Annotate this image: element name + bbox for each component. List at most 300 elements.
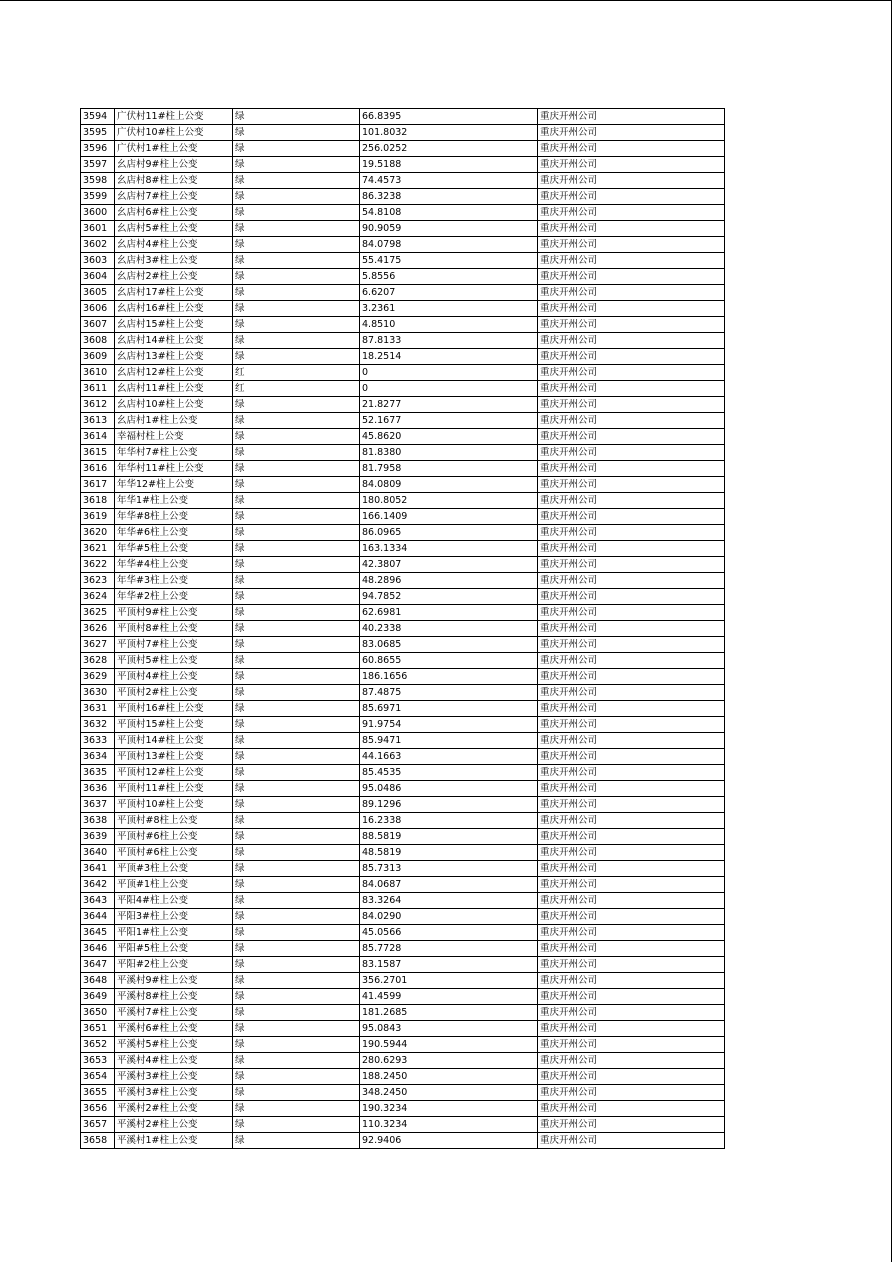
company-cell: 重庆开州公司 [538, 973, 725, 989]
row-id-cell: 3619 [81, 509, 115, 525]
company-cell: 重庆开州公司 [538, 573, 725, 589]
company-cell: 重庆开州公司 [538, 413, 725, 429]
company-cell: 重庆开州公司 [538, 749, 725, 765]
transformer-name-cell: 幺店村5#柱上公变 [115, 221, 233, 237]
value-cell: 88.5819 [360, 829, 538, 845]
status-cell: 红 [233, 381, 360, 397]
status-cell: 绿 [233, 557, 360, 573]
transformer-name-cell: 幺店村11#柱上公变 [115, 381, 233, 397]
transformer-name-cell: 幺店村1#柱上公变 [115, 413, 233, 429]
company-cell: 重庆开州公司 [538, 1101, 725, 1117]
value-cell: 83.0685 [360, 637, 538, 653]
transformer-name-cell: 年华1#柱上公变 [115, 493, 233, 509]
status-cell: 绿 [233, 397, 360, 413]
status-cell: 绿 [233, 1117, 360, 1133]
company-cell: 重庆开州公司 [538, 1085, 725, 1101]
table-row [81, 589, 725, 605]
value-cell: 84.0809 [360, 477, 538, 493]
status-cell: 绿 [233, 109, 360, 125]
table-row [81, 413, 725, 429]
transformer-name-cell: 平顶村10#柱上公变 [115, 797, 233, 813]
company-cell: 重庆开州公司 [538, 365, 725, 381]
table-row [81, 1085, 725, 1101]
company-cell: 重庆开州公司 [538, 205, 725, 221]
status-cell: 绿 [233, 1101, 360, 1117]
company-cell: 重庆开州公司 [538, 525, 725, 541]
status-cell: 绿 [233, 829, 360, 845]
value-cell: 92.9406 [360, 1133, 538, 1149]
status-cell: 绿 [233, 1133, 360, 1149]
status-cell: 绿 [233, 973, 360, 989]
table-body [81, 109, 725, 1149]
status-cell: 绿 [233, 749, 360, 765]
transformer-name-cell: 幺店村10#柱上公变 [115, 397, 233, 413]
value-cell: 85.7313 [360, 861, 538, 877]
transformer-name-cell: 年华#2柱上公变 [115, 589, 233, 605]
status-cell: 绿 [233, 125, 360, 141]
row-id-cell: 3600 [81, 205, 115, 221]
company-cell: 重庆开州公司 [538, 1069, 725, 1085]
table-row [81, 797, 725, 813]
table-row [81, 877, 725, 893]
company-cell: 重庆开州公司 [538, 493, 725, 509]
table-row [81, 1037, 725, 1053]
table-row [81, 317, 725, 333]
value-cell: 45.0566 [360, 925, 538, 941]
status-cell: 绿 [233, 893, 360, 909]
value-cell: 81.7958 [360, 461, 538, 477]
status-cell: 绿 [233, 349, 360, 365]
value-cell: 45.8620 [360, 429, 538, 445]
company-cell: 重庆开州公司 [538, 157, 725, 173]
row-id-cell: 3599 [81, 189, 115, 205]
transformer-name-cell: 平阳1#柱上公变 [115, 925, 233, 941]
transformer-name-cell: 幺店村4#柱上公变 [115, 237, 233, 253]
status-cell: 绿 [233, 1069, 360, 1085]
company-cell: 重庆开州公司 [538, 957, 725, 973]
company-cell: 重庆开州公司 [538, 845, 725, 861]
table-row [81, 1053, 725, 1069]
company-cell: 重庆开州公司 [538, 285, 725, 301]
value-cell: 256.0252 [360, 141, 538, 157]
status-cell: 绿 [233, 573, 360, 589]
status-cell: 绿 [233, 141, 360, 157]
status-cell: 绿 [233, 445, 360, 461]
row-id-cell: 3595 [81, 125, 115, 141]
transformer-name-cell: 平顶村5#柱上公变 [115, 653, 233, 669]
transformer-name-cell: 年华#8柱上公变 [115, 509, 233, 525]
row-id-cell: 3635 [81, 765, 115, 781]
transformer-name-cell: 幺店村7#柱上公变 [115, 189, 233, 205]
table-row [81, 637, 725, 653]
value-cell: 48.5819 [360, 845, 538, 861]
status-cell: 绿 [233, 813, 360, 829]
transformer-name-cell: 广伏村10#柱上公变 [115, 125, 233, 141]
status-cell: 绿 [233, 685, 360, 701]
table-row [81, 1069, 725, 1085]
transformer-name-cell: 平顶村2#柱上公变 [115, 685, 233, 701]
transformer-name-cell: 幺店村3#柱上公变 [115, 253, 233, 269]
value-cell: 348.2450 [360, 1085, 538, 1101]
table-row [81, 269, 725, 285]
value-cell: 85.9471 [360, 733, 538, 749]
table-row [81, 477, 725, 493]
company-cell: 重庆开州公司 [538, 877, 725, 893]
row-id-cell: 3641 [81, 861, 115, 877]
row-id-cell: 3609 [81, 349, 115, 365]
value-cell: 52.1677 [360, 413, 538, 429]
transformer-name-cell: 平顶村7#柱上公变 [115, 637, 233, 653]
table-row [81, 653, 725, 669]
company-cell: 重庆开州公司 [538, 253, 725, 269]
table-row [81, 189, 725, 205]
row-id-cell: 3622 [81, 557, 115, 573]
company-cell: 重庆开州公司 [538, 1053, 725, 1069]
value-cell: 62.6981 [360, 605, 538, 621]
company-cell: 重庆开州公司 [538, 765, 725, 781]
table-row [81, 397, 725, 413]
status-cell: 绿 [233, 317, 360, 333]
status-cell: 绿 [233, 717, 360, 733]
row-id-cell: 3657 [81, 1117, 115, 1133]
status-cell: 绿 [233, 429, 360, 445]
transformer-name-cell: 平顶村8#柱上公变 [115, 621, 233, 637]
value-cell: 83.1587 [360, 957, 538, 973]
company-cell: 重庆开州公司 [538, 989, 725, 1005]
value-cell: 3.2361 [360, 301, 538, 317]
row-id-cell: 3612 [81, 397, 115, 413]
status-cell: 绿 [233, 285, 360, 301]
row-id-cell: 3605 [81, 285, 115, 301]
table-row [81, 429, 725, 445]
company-cell: 重庆开州公司 [538, 477, 725, 493]
status-cell: 绿 [233, 781, 360, 797]
row-id-cell: 3632 [81, 717, 115, 733]
value-cell: 74.4573 [360, 173, 538, 189]
status-cell: 绿 [233, 989, 360, 1005]
status-cell: 绿 [233, 541, 360, 557]
company-cell: 重庆开州公司 [538, 669, 725, 685]
status-cell: 绿 [233, 413, 360, 429]
row-id-cell: 3627 [81, 637, 115, 653]
company-cell: 重庆开州公司 [538, 557, 725, 573]
row-id-cell: 3625 [81, 605, 115, 621]
status-cell: 绿 [233, 189, 360, 205]
table-row [81, 621, 725, 637]
transformer-name-cell: 平顶村12#柱上公变 [115, 765, 233, 781]
status-cell: 绿 [233, 525, 360, 541]
row-id-cell: 3634 [81, 749, 115, 765]
row-id-cell: 3603 [81, 253, 115, 269]
value-cell: 95.0843 [360, 1021, 538, 1037]
status-cell: 绿 [233, 157, 360, 173]
value-cell: 180.8052 [360, 493, 538, 509]
table-row [81, 141, 725, 157]
table-row [81, 125, 725, 141]
value-cell: 19.5188 [360, 157, 538, 173]
table-row [81, 253, 725, 269]
status-cell: 绿 [233, 221, 360, 237]
company-cell: 重庆开州公司 [538, 829, 725, 845]
value-cell: 42.3807 [360, 557, 538, 573]
table-row [81, 989, 725, 1005]
company-cell: 重庆开州公司 [538, 381, 725, 397]
value-cell: 163.1334 [360, 541, 538, 557]
transformer-name-cell: 平顶村#6柱上公变 [115, 845, 233, 861]
row-id-cell: 3613 [81, 413, 115, 429]
row-id-cell: 3608 [81, 333, 115, 349]
company-cell: 重庆开州公司 [538, 237, 725, 253]
transformer-name-cell: 平溪村6#柱上公变 [115, 1021, 233, 1037]
value-cell: 85.7728 [360, 941, 538, 957]
transformer-name-cell: 平阳#2柱上公变 [115, 957, 233, 973]
company-cell: 重庆开州公司 [538, 509, 725, 525]
row-id-cell: 3639 [81, 829, 115, 845]
table-row [81, 1133, 725, 1149]
status-cell: 绿 [233, 253, 360, 269]
row-id-cell: 3617 [81, 477, 115, 493]
table-row [81, 525, 725, 541]
row-id-cell: 3656 [81, 1101, 115, 1117]
table-row [81, 669, 725, 685]
row-id-cell: 3637 [81, 797, 115, 813]
table-row [81, 973, 725, 989]
transformer-name-cell: 年华#4柱上公变 [115, 557, 233, 573]
row-id-cell: 3614 [81, 429, 115, 445]
value-cell: 40.2338 [360, 621, 538, 637]
table-row [81, 109, 725, 125]
transformer-name-cell: 广伏村1#柱上公变 [115, 141, 233, 157]
transformer-name-cell: 平溪村9#柱上公变 [115, 973, 233, 989]
table-row [81, 541, 725, 557]
table-row [81, 861, 725, 877]
transformer-name-cell: 平顶村9#柱上公变 [115, 605, 233, 621]
transformer-name-cell: 幺店村14#柱上公变 [115, 333, 233, 349]
transformer-name-cell: 平溪村2#柱上公变 [115, 1101, 233, 1117]
value-cell: 6.6207 [360, 285, 538, 301]
company-cell: 重庆开州公司 [538, 733, 725, 749]
value-cell: 83.3264 [360, 893, 538, 909]
status-cell: 绿 [233, 269, 360, 285]
value-cell: 44.1663 [360, 749, 538, 765]
company-cell: 重庆开州公司 [538, 541, 725, 557]
status-cell: 红 [233, 365, 360, 381]
row-id-cell: 3604 [81, 269, 115, 285]
table-row [81, 605, 725, 621]
row-id-cell: 3655 [81, 1085, 115, 1101]
row-id-cell: 3658 [81, 1133, 115, 1149]
company-cell: 重庆开州公司 [538, 605, 725, 621]
row-id-cell: 3643 [81, 893, 115, 909]
status-cell: 绿 [233, 653, 360, 669]
status-cell: 绿 [233, 605, 360, 621]
company-cell: 重庆开州公司 [538, 925, 725, 941]
table-row [81, 493, 725, 509]
transformer-name-cell: 平溪村3#柱上公变 [115, 1085, 233, 1101]
company-cell: 重庆开州公司 [538, 781, 725, 797]
value-cell: 91.9754 [360, 717, 538, 733]
status-cell: 绿 [233, 1005, 360, 1021]
transformer-name-cell: 平顶#3柱上公变 [115, 861, 233, 877]
row-id-cell: 3654 [81, 1069, 115, 1085]
status-cell: 绿 [233, 477, 360, 493]
value-cell: 21.8277 [360, 397, 538, 413]
company-cell: 重庆开州公司 [538, 1133, 725, 1149]
value-cell: 181.2685 [360, 1005, 538, 1021]
row-id-cell: 3642 [81, 877, 115, 893]
row-id-cell: 3618 [81, 493, 115, 509]
value-cell: 81.8380 [360, 445, 538, 461]
value-cell: 90.9059 [360, 221, 538, 237]
value-cell: 94.7852 [360, 589, 538, 605]
value-cell: 101.8032 [360, 125, 538, 141]
transformer-name-cell: 年华村7#柱上公变 [115, 445, 233, 461]
table-row [81, 381, 725, 397]
table-row [81, 1117, 725, 1133]
row-id-cell: 3615 [81, 445, 115, 461]
status-cell: 绿 [233, 637, 360, 653]
row-id-cell: 3624 [81, 589, 115, 605]
row-id-cell: 3601 [81, 221, 115, 237]
transformer-name-cell: 幺店村12#柱上公变 [115, 365, 233, 381]
status-cell: 绿 [233, 1037, 360, 1053]
status-cell: 绿 [233, 205, 360, 221]
transformer-name-cell: 平溪村7#柱上公变 [115, 1005, 233, 1021]
transformer-name-cell: 平阳4#柱上公变 [115, 893, 233, 909]
table-row [81, 557, 725, 573]
table-row [81, 781, 725, 797]
company-cell: 重庆开州公司 [538, 653, 725, 669]
company-cell: 重庆开州公司 [538, 941, 725, 957]
table-row [81, 221, 725, 237]
transformer-name-cell: 广伏村11#柱上公变 [115, 109, 233, 125]
table-row [81, 925, 725, 941]
row-id-cell: 3648 [81, 973, 115, 989]
status-cell: 绿 [233, 493, 360, 509]
table-row [81, 813, 725, 829]
transformer-name-cell: 平溪村2#柱上公变 [115, 1117, 233, 1133]
row-id-cell: 3623 [81, 573, 115, 589]
table-row [81, 685, 725, 701]
table-row [81, 749, 725, 765]
transformer-name-cell: 平顶村#8柱上公变 [115, 813, 233, 829]
company-cell: 重庆开州公司 [538, 173, 725, 189]
table-row [81, 365, 725, 381]
status-cell: 绿 [233, 333, 360, 349]
row-id-cell: 3626 [81, 621, 115, 637]
page-top-border [0, 0, 892, 1]
value-cell: 86.3238 [360, 189, 538, 205]
row-id-cell: 3649 [81, 989, 115, 1005]
row-id-cell: 3647 [81, 957, 115, 973]
transformer-name-cell: 平阳#5柱上公变 [115, 941, 233, 957]
table-row [81, 301, 725, 317]
table-row [81, 909, 725, 925]
transformer-name-cell: 幺店村16#柱上公变 [115, 301, 233, 317]
status-cell: 绿 [233, 925, 360, 941]
company-cell: 重庆开州公司 [538, 1037, 725, 1053]
value-cell: 84.0798 [360, 237, 538, 253]
row-id-cell: 3602 [81, 237, 115, 253]
transformer-name-cell: 平阳3#柱上公变 [115, 909, 233, 925]
table-row [81, 349, 725, 365]
transformer-name-cell: 平顶村14#柱上公变 [115, 733, 233, 749]
row-id-cell: 3610 [81, 365, 115, 381]
row-id-cell: 3597 [81, 157, 115, 173]
status-cell: 绿 [233, 237, 360, 253]
status-cell: 绿 [233, 1053, 360, 1069]
row-id-cell: 3651 [81, 1021, 115, 1037]
status-cell: 绿 [233, 909, 360, 925]
company-cell: 重庆开州公司 [538, 893, 725, 909]
transformer-name-cell: 幺店村13#柱上公变 [115, 349, 233, 365]
value-cell: 4.8510 [360, 317, 538, 333]
value-cell: 0 [360, 381, 538, 397]
table-row [81, 829, 725, 845]
transformer-name-cell: 年华#6柱上公变 [115, 525, 233, 541]
transformer-name-cell: 平溪村4#柱上公变 [115, 1053, 233, 1069]
transformer-name-cell: 年华12#柱上公变 [115, 477, 233, 493]
status-cell: 绿 [233, 589, 360, 605]
status-cell: 绿 [233, 877, 360, 893]
value-cell: 48.2896 [360, 573, 538, 589]
transformer-name-cell: 平顶村11#柱上公变 [115, 781, 233, 797]
value-cell: 54.8108 [360, 205, 538, 221]
value-cell: 85.6971 [360, 701, 538, 717]
row-id-cell: 3629 [81, 669, 115, 685]
status-cell: 绿 [233, 621, 360, 637]
row-id-cell: 3644 [81, 909, 115, 925]
transformer-name-cell: 平溪村8#柱上公变 [115, 989, 233, 1005]
table-row [81, 941, 725, 957]
transformer-name-cell: 幺店村6#柱上公变 [115, 205, 233, 221]
status-cell: 绿 [233, 701, 360, 717]
company-cell: 重庆开州公司 [538, 429, 725, 445]
value-cell: 0 [360, 365, 538, 381]
value-cell: 86.0965 [360, 525, 538, 541]
table-row [81, 461, 725, 477]
transformer-name-cell: 年华#5柱上公变 [115, 541, 233, 557]
company-cell: 重庆开州公司 [538, 141, 725, 157]
company-cell: 重庆开州公司 [538, 813, 725, 829]
status-cell: 绿 [233, 845, 360, 861]
status-cell: 绿 [233, 765, 360, 781]
company-cell: 重庆开州公司 [538, 445, 725, 461]
company-cell: 重庆开州公司 [538, 125, 725, 141]
transformer-name-cell: 幺店村2#柱上公变 [115, 269, 233, 285]
value-cell: 16.2338 [360, 813, 538, 829]
value-cell: 66.8395 [360, 109, 538, 125]
company-cell: 重庆开州公司 [538, 1005, 725, 1021]
row-id-cell: 3628 [81, 653, 115, 669]
row-id-cell: 3606 [81, 301, 115, 317]
company-cell: 重庆开州公司 [538, 797, 725, 813]
table-row [81, 717, 725, 733]
transformer-name-cell: 平溪村3#柱上公变 [115, 1069, 233, 1085]
company-cell: 重庆开州公司 [538, 717, 725, 733]
transformer-name-cell: 幺店村9#柱上公变 [115, 157, 233, 173]
transformer-name-cell: 年华#3柱上公变 [115, 573, 233, 589]
company-cell: 重庆开州公司 [538, 1021, 725, 1037]
row-id-cell: 3607 [81, 317, 115, 333]
table-row [81, 573, 725, 589]
transformer-name-cell: 年华村11#柱上公变 [115, 461, 233, 477]
value-cell: 41.4599 [360, 989, 538, 1005]
transformer-name-cell: 平溪村5#柱上公变 [115, 1037, 233, 1053]
table-row [81, 957, 725, 973]
company-cell: 重庆开州公司 [538, 189, 725, 205]
company-cell: 重庆开州公司 [538, 349, 725, 365]
